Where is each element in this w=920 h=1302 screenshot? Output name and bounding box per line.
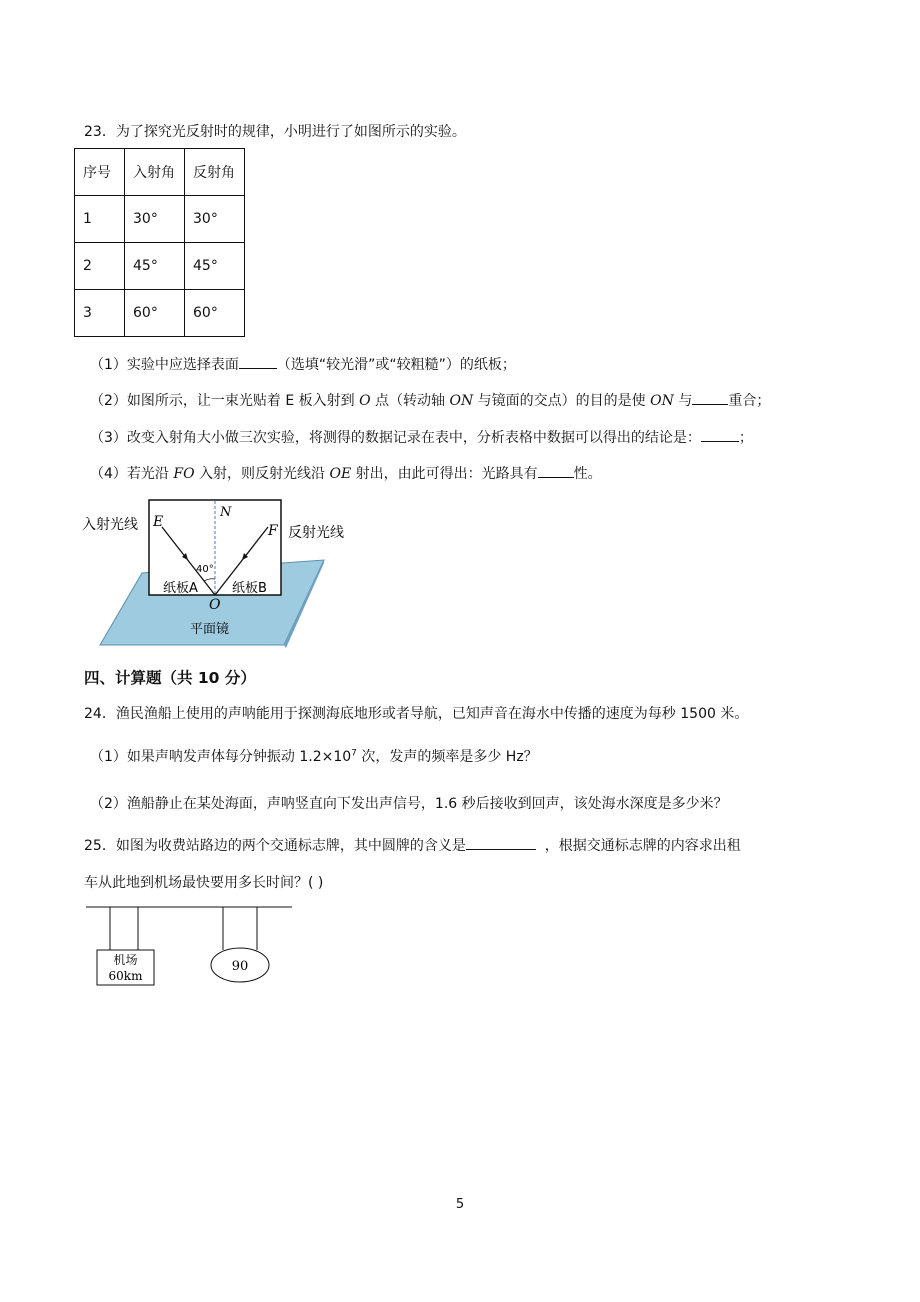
page-number: 5 [455,1197,465,1212]
axis-on-label: ON [449,393,474,409]
point-n-label: N [220,505,232,520]
table-row [75,290,245,337]
q25-prompt-line1 [84,835,741,855]
table-cell: 30° [185,196,245,243]
angle-data-table [74,148,245,337]
table-cell: 45° [185,243,245,290]
reflection-experiment-figure [80,495,360,650]
q23-part1-text: （1）实验中应选择表面 [90,357,239,373]
mirror-label: 平面镜 [190,622,230,637]
ray-oe-label: OE [329,466,352,482]
reflected-ray-label: 反射光线 [288,525,344,541]
point-f-label: F [268,523,278,539]
q23-part4-text: 射出，由此可得出：光路具有 [351,466,538,482]
q23-part4-text: 性。 [573,466,602,482]
table-header-cell: 入射角 [125,149,185,196]
q23-part1-text: （选填“较光滑”或“较粗糙”）的纸板； [276,357,516,373]
q23-part3 [90,427,753,447]
table-header-row [75,149,245,196]
sign-distance: 60km [108,969,143,983]
answer-blank[interactable] [538,463,574,478]
q24-prompt: 24．渔民渔船上使用的声呐能用于探测海底地形或者导航，已知声音在海水中传播的速度为每秒 1500 米。 [84,706,749,722]
table-row [75,243,245,290]
exponent: 7 [351,748,357,759]
section-heading: 四、计算题（共 10 分） [84,669,256,687]
answer-blank[interactable] [701,427,739,442]
table-cell: 1 [75,196,125,243]
axis-on-label: ON [650,393,674,409]
table-cell: 45° [125,243,185,290]
q23-part4 [90,463,602,483]
angle-label: 40° [196,564,214,575]
q23-part2-text: （2）如图所示，让一束光贴着 E 板入射到 [90,393,360,409]
traffic-signs-figure [86,905,296,991]
q23-part4-text: （4）若光沿 [90,466,174,482]
table-cell: 3 [75,290,125,337]
table-cell: 30° [125,196,185,243]
answer-blank[interactable] [692,390,728,405]
table-cell: 60° [125,290,185,337]
point-o-figure-label: O [209,597,221,613]
q23-part2-text: 重合； [728,393,771,409]
board-a-label: 纸板A [163,581,198,596]
table-cell: 60° [185,290,245,337]
table-header-cell: 反射角 [185,149,245,196]
q23-part3-text: （3）改变入射角大小做三次实验，将测得的数据记录在表中，分析表格中数据可以得出的结论是： [90,430,701,446]
table-row [75,196,245,243]
q23-part2-text: 与镜面的交点）的目的是使 [473,393,651,409]
q23-part1 [90,354,516,374]
q23-prompt: 23．为了探究光反射时的规律，小明进行了如图所示的实验。 [84,124,466,140]
q25-text: 25．如图为收费站路边的两个交通标志牌，其中圆牌的含义是 [84,838,466,854]
q23-part3-text: ； [738,430,753,446]
q23-part2-text: 与 [673,393,693,409]
q24-part1-text: 次，发声的频率是多少 Hz？ [356,749,538,765]
incident-ray-label: 入射光线 [82,517,138,533]
q25-text: ，根据交通标志牌的内容求出租 [544,838,741,854]
table-cell: 2 [75,243,125,290]
q23-part2 [90,390,770,410]
q24-part1 [90,746,538,766]
point-o-label: O [359,393,371,409]
q23-part2-text: 点（转动轴 [370,393,450,409]
answer-blank[interactable] [466,835,536,850]
point-e-label: E [153,514,164,530]
q24-part1-text: （1）如果声呐发声体每分钟振动 1.2×10 [90,749,352,765]
table-header-cell: 序号 [75,149,125,196]
board-b-label: 纸板B [232,581,267,596]
q23-part4-text: 入射，则反射光线沿 [194,466,330,482]
answer-blank[interactable] [239,354,277,369]
ray-fo-label: FO [173,466,195,482]
q25-prompt-line2: 车从此地到机场最快要用多长时间？( ) [84,875,324,891]
speed-limit-value: 90 [231,959,249,974]
sign-destination: 机场 [113,953,138,967]
q24-part2: （2）渔船静止在某处海面，声呐竖直向下发出声信号，1.6 秒后接收到回声，该处海水深度是多少米？ [90,796,728,812]
